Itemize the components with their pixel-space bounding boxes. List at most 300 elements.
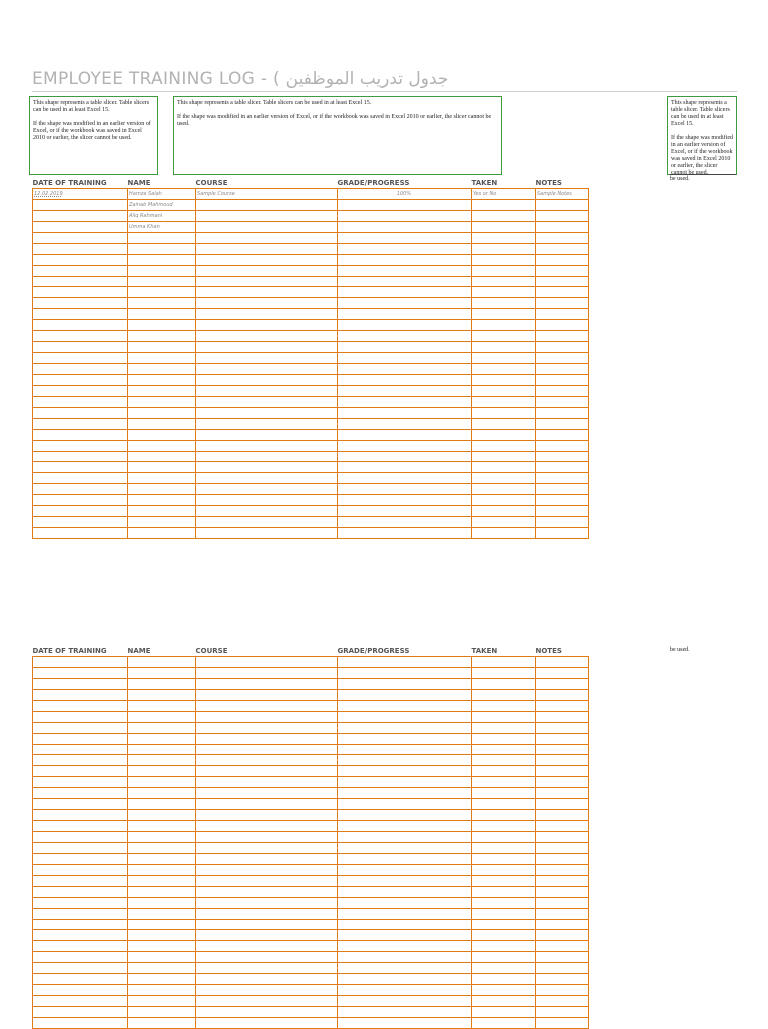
table-cell[interactable] <box>472 385 536 396</box>
table-cell[interactable] <box>128 667 196 678</box>
table-cell[interactable] <box>536 254 589 265</box>
table-cell[interactable] <box>536 788 589 799</box>
table-row[interactable] <box>33 667 589 678</box>
table-cell[interactable] <box>472 667 536 678</box>
table-cell[interactable] <box>338 941 472 952</box>
table-cell[interactable] <box>33 810 128 821</box>
table-cell[interactable] <box>536 418 589 429</box>
table-cell[interactable] <box>338 853 472 864</box>
table-cell[interactable] <box>338 243 472 254</box>
table-cell[interactable] <box>196 473 338 484</box>
table-cell[interactable] <box>196 517 338 528</box>
table-row[interactable] <box>33 528 589 539</box>
table-cell[interactable] <box>536 265 589 276</box>
table-cell[interactable]: Sample Notes <box>536 189 589 200</box>
table-cell[interactable] <box>128 810 196 821</box>
column-header[interactable]: NAME <box>128 646 196 657</box>
table-cell[interactable] <box>536 711 589 722</box>
table-cell[interactable] <box>128 407 196 418</box>
table-cell[interactable] <box>536 276 589 287</box>
table-cell[interactable] <box>472 265 536 276</box>
table-cell[interactable] <box>128 788 196 799</box>
table-cell[interactable] <box>338 799 472 810</box>
table-cell[interactable] <box>338 265 472 276</box>
table-cell[interactable] <box>338 810 472 821</box>
table-cell[interactable] <box>128 451 196 462</box>
table-cell[interactable] <box>196 1007 338 1018</box>
table-cell[interactable] <box>33 221 128 232</box>
table-cell[interactable] <box>338 418 472 429</box>
table-cell[interactable] <box>472 952 536 963</box>
table-cell[interactable] <box>196 832 338 843</box>
table-cell[interactable] <box>536 864 589 875</box>
table-cell[interactable] <box>536 287 589 298</box>
table-row[interactable] <box>33 440 589 451</box>
table-cell[interactable] <box>196 506 338 517</box>
table-cell[interactable] <box>536 733 589 744</box>
table-cell[interactable] <box>33 506 128 517</box>
table-cell[interactable] <box>128 276 196 287</box>
table-cell[interactable] <box>536 331 589 342</box>
table-cell[interactable] <box>472 788 536 799</box>
table-cell[interactable] <box>536 941 589 952</box>
table-cell[interactable] <box>536 985 589 996</box>
table-cell[interactable] <box>536 657 589 668</box>
table-cell[interactable] <box>472 517 536 528</box>
table-cell[interactable] <box>472 232 536 243</box>
table-cell[interactable] <box>536 243 589 254</box>
table-cell[interactable] <box>128 853 196 864</box>
table-row[interactable] <box>33 864 589 875</box>
table-cell[interactable] <box>472 320 536 331</box>
table-row[interactable] <box>33 1007 589 1018</box>
table-cell[interactable] <box>128 689 196 700</box>
table-cell[interactable] <box>196 254 338 265</box>
table-cell[interactable] <box>128 1007 196 1018</box>
column-header[interactable]: COURSE <box>196 178 338 189</box>
table-cell[interactable] <box>338 744 472 755</box>
table-cell[interactable] <box>128 287 196 298</box>
slicer-placeholder-right[interactable] <box>667 96 737 175</box>
table-cell[interactable] <box>128 429 196 440</box>
table-cell[interactable] <box>536 799 589 810</box>
table-row[interactable] <box>33 657 589 668</box>
table-cell[interactable] <box>128 484 196 495</box>
table-cell[interactable] <box>196 952 338 963</box>
table-row[interactable] <box>33 810 589 821</box>
table-row[interactable] <box>33 985 589 996</box>
table-cell[interactable] <box>338 495 472 506</box>
table-cell[interactable] <box>196 810 338 821</box>
table-cell[interactable] <box>128 996 196 1007</box>
slicer-placeholder-left[interactable] <box>29 96 158 175</box>
table-cell[interactable] <box>128 473 196 484</box>
table-cell[interactable] <box>196 821 338 832</box>
table-cell[interactable] <box>536 952 589 963</box>
table-cell[interactable] <box>472 429 536 440</box>
table-cell[interactable] <box>128 232 196 243</box>
table-cell[interactable]: Sample Course <box>196 189 338 200</box>
table-cell[interactable] <box>472 374 536 385</box>
table-row[interactable] <box>33 897 589 908</box>
table-cell[interactable] <box>33 396 128 407</box>
table-cell[interactable] <box>33 484 128 495</box>
table-cell[interactable] <box>128 331 196 342</box>
table-cell[interactable] <box>33 821 128 832</box>
table-cell[interactable] <box>128 364 196 375</box>
table-cell[interactable] <box>338 364 472 375</box>
table-cell[interactable] <box>196 733 338 744</box>
table-cell[interactable] <box>128 700 196 711</box>
table-row[interactable] <box>33 265 589 276</box>
table-row[interactable] <box>33 451 589 462</box>
table-cell[interactable] <box>536 875 589 886</box>
table-cell[interactable] <box>338 667 472 678</box>
table-cell[interactable] <box>536 908 589 919</box>
table-cell[interactable] <box>536 396 589 407</box>
table-cell[interactable] <box>33 418 128 429</box>
table-row[interactable] <box>33 298 589 309</box>
table-cell[interactable] <box>33 897 128 908</box>
table-cell[interactable] <box>536 919 589 930</box>
table-cell[interactable] <box>536 407 589 418</box>
column-header[interactable]: TAKEN <box>472 646 536 657</box>
table-cell[interactable] <box>128 309 196 320</box>
table-cell[interactable] <box>196 451 338 462</box>
table-row[interactable] <box>33 821 589 832</box>
table-cell[interactable] <box>338 733 472 744</box>
table-cell[interactable] <box>536 755 589 766</box>
table-cell[interactable] <box>33 199 128 210</box>
table-cell[interactable] <box>338 821 472 832</box>
table-cell[interactable] <box>338 1007 472 1018</box>
table-cell[interactable] <box>536 842 589 853</box>
table-cell[interactable] <box>536 744 589 755</box>
table-cell[interactable] <box>196 963 338 974</box>
table-cell[interactable] <box>472 364 536 375</box>
table-cell[interactable] <box>128 528 196 539</box>
table-cell[interactable] <box>536 506 589 517</box>
table-cell[interactable] <box>196 287 338 298</box>
table-cell[interactable] <box>536 385 589 396</box>
table-cell[interactable] <box>196 886 338 897</box>
table-cell[interactable] <box>338 777 472 788</box>
table-cell[interactable] <box>472 897 536 908</box>
table-cell[interactable]: Zainab Mahmoud <box>128 199 196 210</box>
table-cell[interactable] <box>128 919 196 930</box>
column-header[interactable]: NAME <box>128 178 196 189</box>
table-cell[interactable] <box>33 320 128 331</box>
table-cell[interactable] <box>128 908 196 919</box>
table-row[interactable] <box>33 254 589 265</box>
table-cell[interactable] <box>33 908 128 919</box>
table-cell[interactable] <box>196 919 338 930</box>
table-cell[interactable] <box>196 385 338 396</box>
table-cell[interactable] <box>338 331 472 342</box>
table-cell[interactable] <box>128 265 196 276</box>
table-cell[interactable] <box>472 875 536 886</box>
table-cell[interactable] <box>472 930 536 941</box>
table-cell[interactable] <box>338 766 472 777</box>
table-cell[interactable] <box>536 374 589 385</box>
table-cell[interactable] <box>472 799 536 810</box>
table-cell[interactable] <box>536 722 589 733</box>
table-cell[interactable]: Hamza Salah <box>128 189 196 200</box>
table-cell[interactable] <box>536 517 589 528</box>
table-cell[interactable] <box>338 199 472 210</box>
table-cell[interactable] <box>472 842 536 853</box>
table-cell[interactable] <box>33 1007 128 1018</box>
table-cell[interactable] <box>536 897 589 908</box>
table-cell[interactable] <box>128 832 196 843</box>
table-row[interactable] <box>33 418 589 429</box>
table-cell[interactable] <box>536 766 589 777</box>
column-header[interactable]: GRADE/PROGRESS <box>338 646 472 657</box>
table-cell[interactable] <box>472 451 536 462</box>
table-cell[interactable] <box>472 733 536 744</box>
table-cell[interactable] <box>536 199 589 210</box>
table-cell[interactable] <box>472 506 536 517</box>
table-cell[interactable] <box>472 528 536 539</box>
table-cell[interactable] <box>472 777 536 788</box>
table-cell[interactable] <box>472 221 536 232</box>
table-cell[interactable] <box>472 963 536 974</box>
table-cell[interactable] <box>472 210 536 221</box>
table-row[interactable] <box>33 919 589 930</box>
table-cell[interactable] <box>128 952 196 963</box>
table-row[interactable] <box>33 886 589 897</box>
table-cell[interactable] <box>472 407 536 418</box>
table-row[interactable] <box>33 941 589 952</box>
table-cell[interactable] <box>33 276 128 287</box>
table-cell[interactable] <box>338 963 472 974</box>
table-row[interactable] <box>33 755 589 766</box>
table-cell[interactable] <box>33 744 128 755</box>
table-cell[interactable] <box>472 287 536 298</box>
table-cell[interactable] <box>33 864 128 875</box>
table-cell[interactable] <box>536 210 589 221</box>
table-cell[interactable] <box>196 711 338 722</box>
table-cell[interactable] <box>33 711 128 722</box>
table-row[interactable] <box>33 799 589 810</box>
table-cell[interactable] <box>536 484 589 495</box>
table-cell[interactable] <box>472 309 536 320</box>
table-cell[interactable]: Yes or No <box>472 189 536 200</box>
table-cell[interactable] <box>472 342 536 353</box>
table-cell[interactable] <box>472 886 536 897</box>
table-cell[interactable] <box>196 930 338 941</box>
table-cell[interactable] <box>472 1017 536 1028</box>
table-cell[interactable] <box>536 298 589 309</box>
table-cell[interactable] <box>472 689 536 700</box>
table-row[interactable] <box>33 517 589 528</box>
table-cell[interactable] <box>196 974 338 985</box>
table-cell[interactable] <box>472 473 536 484</box>
table-cell[interactable] <box>536 528 589 539</box>
table-cell[interactable] <box>128 744 196 755</box>
table-cell[interactable] <box>472 853 536 864</box>
table-cell[interactable] <box>472 700 536 711</box>
table-cell[interactable] <box>536 996 589 1007</box>
table-cell[interactable] <box>196 864 338 875</box>
table-cell[interactable] <box>536 930 589 941</box>
table-cell[interactable] <box>128 722 196 733</box>
table-cell[interactable] <box>338 897 472 908</box>
table-cell[interactable] <box>196 407 338 418</box>
table-cell[interactable] <box>128 842 196 853</box>
table-cell[interactable] <box>33 429 128 440</box>
table-cell[interactable] <box>472 766 536 777</box>
table-cell[interactable] <box>128 440 196 451</box>
table-cell[interactable] <box>338 232 472 243</box>
table-cell[interactable] <box>33 243 128 254</box>
table-row[interactable] <box>33 243 589 254</box>
table-cell[interactable] <box>536 1017 589 1028</box>
table-cell[interactable] <box>338 657 472 668</box>
table-cell[interactable] <box>33 799 128 810</box>
table-cell[interactable] <box>472 1007 536 1018</box>
table-cell[interactable] <box>128 799 196 810</box>
table-cell[interactable] <box>33 517 128 528</box>
table-cell[interactable]: Aliq Rahmani <box>128 210 196 221</box>
table-cell[interactable] <box>33 407 128 418</box>
table-cell[interactable] <box>128 875 196 886</box>
table-cell[interactable] <box>338 309 472 320</box>
table-cell[interactable] <box>472 821 536 832</box>
table-cell[interactable] <box>128 755 196 766</box>
table-cell[interactable] <box>128 385 196 396</box>
table-cell[interactable] <box>128 941 196 952</box>
column-header[interactable]: TAKEN <box>472 178 536 189</box>
table-cell[interactable] <box>196 243 338 254</box>
table-cell[interactable] <box>338 440 472 451</box>
table-cell[interactable] <box>536 777 589 788</box>
table-cell[interactable] <box>128 396 196 407</box>
table-cell[interactable] <box>196 199 338 210</box>
table-cell[interactable] <box>472 711 536 722</box>
table-cell[interactable] <box>338 298 472 309</box>
table-cell[interactable] <box>33 473 128 484</box>
table-cell[interactable] <box>128 418 196 429</box>
table-cell[interactable] <box>536 440 589 451</box>
table-cell[interactable] <box>128 678 196 689</box>
table-cell[interactable] <box>536 451 589 462</box>
table-cell[interactable] <box>128 985 196 996</box>
table-cell[interactable] <box>536 678 589 689</box>
table-cell[interactable] <box>128 254 196 265</box>
table-cell[interactable] <box>33 451 128 462</box>
table-cell[interactable]: 100% <box>338 189 472 200</box>
table-cell[interactable] <box>196 353 338 364</box>
table-cell[interactable] <box>33 963 128 974</box>
table-cell[interactable] <box>536 342 589 353</box>
table-cell[interactable] <box>536 974 589 985</box>
table-cell[interactable] <box>33 265 128 276</box>
table-row[interactable] <box>33 711 589 722</box>
table-cell[interactable] <box>338 320 472 331</box>
table-cell[interactable] <box>338 276 472 287</box>
table-cell[interactable] <box>338 678 472 689</box>
table-row[interactable] <box>33 320 589 331</box>
table-cell[interactable] <box>33 678 128 689</box>
table-cell[interactable] <box>196 298 338 309</box>
slicer-placeholder-middle[interactable] <box>173 96 502 175</box>
table-cell[interactable] <box>536 221 589 232</box>
table-cell[interactable] <box>472 298 536 309</box>
table-row[interactable] <box>33 733 589 744</box>
table-cell[interactable] <box>196 418 338 429</box>
table-cell[interactable] <box>196 875 338 886</box>
table-cell[interactable] <box>196 700 338 711</box>
table-cell[interactable] <box>33 941 128 952</box>
table-cell[interactable] <box>128 897 196 908</box>
table-row[interactable] <box>33 777 589 788</box>
table-cell[interactable] <box>33 667 128 678</box>
table-cell[interactable] <box>33 886 128 897</box>
table-cell[interactable] <box>33 919 128 930</box>
table-cell[interactable] <box>338 700 472 711</box>
table-cell[interactable] <box>33 364 128 375</box>
table-cell[interactable] <box>338 952 472 963</box>
table-cell[interactable] <box>196 766 338 777</box>
table-cell[interactable] <box>472 199 536 210</box>
table-cell[interactable]: 12.02.2019 <box>33 189 128 200</box>
table-cell[interactable] <box>128 353 196 364</box>
table-cell[interactable] <box>128 320 196 331</box>
table-cell[interactable] <box>338 842 472 853</box>
table-cell[interactable] <box>338 875 472 886</box>
table-cell[interactable] <box>338 985 472 996</box>
table-row[interactable] <box>33 210 589 221</box>
table-cell[interactable] <box>128 517 196 528</box>
table-cell[interactable] <box>128 462 196 473</box>
table-row[interactable] <box>33 221 589 232</box>
table-row[interactable] <box>33 689 589 700</box>
table-cell[interactable] <box>338 462 472 473</box>
table-cell[interactable] <box>196 265 338 276</box>
table-cell[interactable] <box>196 462 338 473</box>
table-cell[interactable] <box>33 996 128 1007</box>
table-cell[interactable] <box>33 952 128 963</box>
table-cell[interactable] <box>536 495 589 506</box>
table-cell[interactable] <box>472 864 536 875</box>
table-cell[interactable] <box>196 897 338 908</box>
table-cell[interactable] <box>33 374 128 385</box>
column-header[interactable]: DATE OF TRAINING <box>33 646 128 657</box>
table-cell[interactable] <box>33 528 128 539</box>
table-row[interactable] <box>33 908 589 919</box>
table-cell[interactable] <box>338 506 472 517</box>
table-row[interactable] <box>33 963 589 974</box>
table-cell[interactable] <box>33 353 128 364</box>
table-row[interactable] <box>33 385 589 396</box>
table-cell[interactable] <box>536 963 589 974</box>
table-cell[interactable] <box>196 396 338 407</box>
table-cell[interactable] <box>472 484 536 495</box>
table-cell[interactable]: Umma Khan <box>128 221 196 232</box>
table-row[interactable] <box>33 875 589 886</box>
table-row[interactable] <box>33 788 589 799</box>
table-cell[interactable] <box>338 528 472 539</box>
table-cell[interactable] <box>196 678 338 689</box>
table-row[interactable] <box>33 1017 589 1028</box>
table-cell[interactable] <box>128 711 196 722</box>
table-cell[interactable] <box>196 722 338 733</box>
table-cell[interactable] <box>196 667 338 678</box>
table-cell[interactable] <box>33 309 128 320</box>
table-cell[interactable] <box>472 331 536 342</box>
table-row[interactable] <box>33 199 589 210</box>
